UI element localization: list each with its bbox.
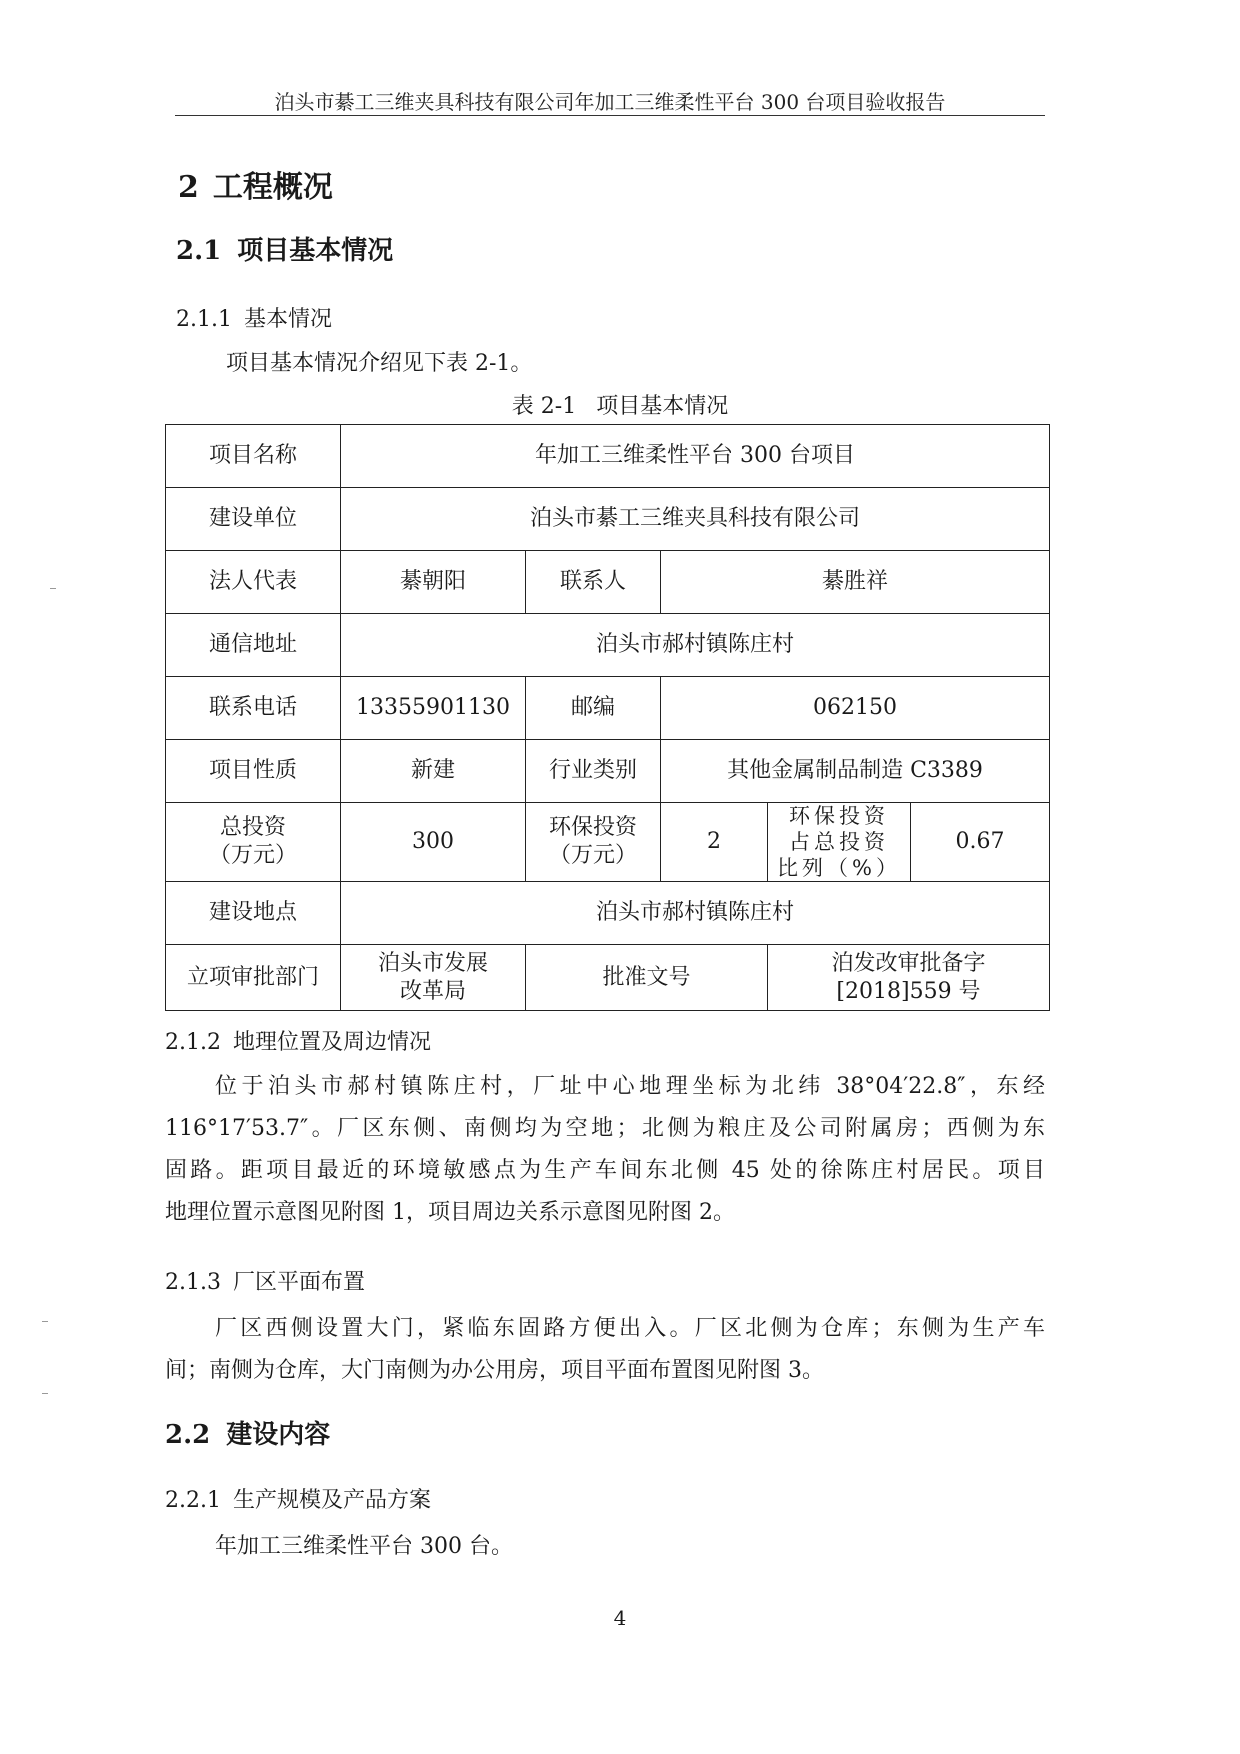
layout-paragraph-line: 厂区西侧设置大门，紧临东固路方便出入。厂区北侧为仓库；东侧为生产车 (215, 1316, 1045, 1341)
subsection-title: 厂区平面布置 (232, 1270, 365, 1295)
scan-margin-mark (42, 1393, 48, 1394)
subsection-number: 2.1.2 (165, 1030, 221, 1055)
approval-doc-line: 泊发改审批备字 (831, 950, 986, 976)
table-caption (165, 389, 1075, 420)
total-invest-label (166, 803, 341, 882)
total-invest-label-unit: （万元） (208, 843, 297, 868)
intro-paragraph: 项目基本情况介绍见下表 2-1。 (226, 351, 533, 376)
postcode-label: 邮编 (526, 677, 661, 740)
geo-paragraph-line: 位于泊头市郝村镇陈庄村，厂址中心地理坐标为北纬 38°04′22.8″，东经 (215, 1074, 1045, 1099)
table-row (166, 614, 1050, 677)
section-title: 建设内容 (226, 1420, 331, 1450)
chapter-title: 工程概况 (212, 170, 333, 205)
project-name-label: 项目名称 (166, 425, 341, 488)
ratio-label-line: 环保投资 (789, 804, 889, 828)
approval-dept-line: 改革局 (399, 978, 466, 1004)
site-label: 建设地点 (166, 882, 341, 945)
approval-dept-line: 泊头市发展 (377, 950, 488, 976)
scan-margin-mark (42, 1321, 48, 1322)
section-heading-2-1 (176, 230, 393, 267)
layout-paragraph-line: 间；南侧为仓库，大门南侧为办公用房，项目平面布置图见附图 3。 (165, 1358, 824, 1383)
approval-doc-line: [2018]559 号 (836, 978, 981, 1004)
ratio-label-line: 占总投资 (789, 830, 889, 854)
table-row (166, 551, 1050, 614)
running-header: 泊头市綦工三维夹具科技有限公司年加工三维柔性平台 300 台项目验收报告 (274, 90, 946, 114)
contact-label: 联系人 (526, 551, 661, 614)
header-rule (175, 115, 1045, 116)
table-row (166, 677, 1050, 740)
page-number: 4 (613, 1606, 627, 1630)
industry-label: 行业类别 (526, 740, 661, 803)
subsection-number: 2.1.1 (176, 307, 232, 332)
chapter-heading (178, 162, 333, 206)
env-invest-label-unit: （万元） (548, 843, 637, 868)
ratio-value: 0.67 (911, 803, 1050, 882)
subsection-heading-2-2-1 (165, 1483, 431, 1514)
phone-value: 13355901130 (341, 677, 526, 740)
table-caption-number: 表 2-1 (511, 394, 577, 419)
env-invest-value: 2 (661, 803, 768, 882)
legal-rep-label: 法人代表 (166, 551, 341, 614)
table-row (166, 882, 1050, 945)
subsection-heading-2-1-2 (165, 1025, 431, 1056)
builder-label: 建设单位 (166, 488, 341, 551)
geo-paragraph-line: 固路。距项目最近的环境敏感点为生产车间东北侧 45 处的徐陈庄村居民。项目 (165, 1158, 1045, 1183)
site-value: 泊头市郝村镇陈庄村 (341, 882, 1050, 945)
builder-value: 泊头市綦工三维夹具科技有限公司 (341, 488, 1050, 551)
postcode-value: 062150 (661, 677, 1050, 740)
subsection-heading-2-1-3 (165, 1265, 365, 1296)
subsection-heading-2-1-1 (176, 302, 332, 333)
industry-value: 其他金属制品制造 C3389 (661, 740, 1050, 803)
approval-dept-value (341, 945, 526, 1011)
subsection-number: 2.2.1 (165, 1488, 221, 1513)
approval-doc-value (768, 945, 1050, 1011)
nature-value: 新建 (341, 740, 526, 803)
section-number: 2.1 (176, 236, 222, 266)
subsection-number: 2.1.3 (165, 1270, 221, 1295)
address-label: 通信地址 (166, 614, 341, 677)
subsection-title: 基本情况 (243, 307, 332, 332)
table-caption-title: 项目基本情况 (596, 394, 729, 419)
total-invest-value: 300 (341, 803, 526, 882)
approval-dept-label: 立项审批部门 (166, 945, 341, 1011)
chapter-number: 2 (178, 170, 199, 205)
scale-paragraph: 年加工三维柔性平台 300 台。 (215, 1534, 513, 1559)
section-heading-2-2 (165, 1414, 330, 1451)
geo-paragraph-line: 地理位置示意图见附图 1，项目周边关系示意图见附图 2。 (165, 1200, 735, 1225)
project-info-table (165, 424, 1050, 1011)
ratio-label (768, 803, 911, 882)
project-name-value: 年加工三维柔性平台 300 台项目 (341, 425, 1050, 488)
total-invest-label-line: 总投资 (219, 815, 286, 840)
geo-paragraph-line: 116°17′53.7″。厂区东侧、南侧均为空地；北侧为粮庄及公司附属房；西侧为东 (165, 1116, 1045, 1141)
table-row (166, 803, 1050, 882)
nature-label: 项目性质 (166, 740, 341, 803)
table-row (166, 945, 1050, 1011)
scan-margin-mark (50, 588, 56, 589)
address-value: 泊头市郝村镇陈庄村 (341, 614, 1050, 677)
table-row (166, 488, 1050, 551)
env-invest-label (526, 803, 661, 882)
section-number: 2.2 (165, 1420, 211, 1450)
table-row (166, 425, 1050, 488)
layout-paragraph (165, 1308, 1045, 1392)
subsection-title: 地理位置及周边情况 (232, 1030, 431, 1055)
geo-paragraph (165, 1066, 1045, 1234)
section-title: 项目基本情况 (237, 236, 394, 266)
phone-label: 联系电话 (166, 677, 341, 740)
table-row (166, 740, 1050, 803)
subsection-title: 生产规模及产品方案 (232, 1488, 431, 1513)
contact-value: 綦胜祥 (661, 551, 1050, 614)
ratio-label-line: 比列（%） (777, 856, 901, 880)
env-invest-label-line: 环保投资 (548, 815, 637, 840)
approval-doc-label: 批准文号 (526, 945, 768, 1011)
legal-rep-value: 綦朝阳 (341, 551, 526, 614)
